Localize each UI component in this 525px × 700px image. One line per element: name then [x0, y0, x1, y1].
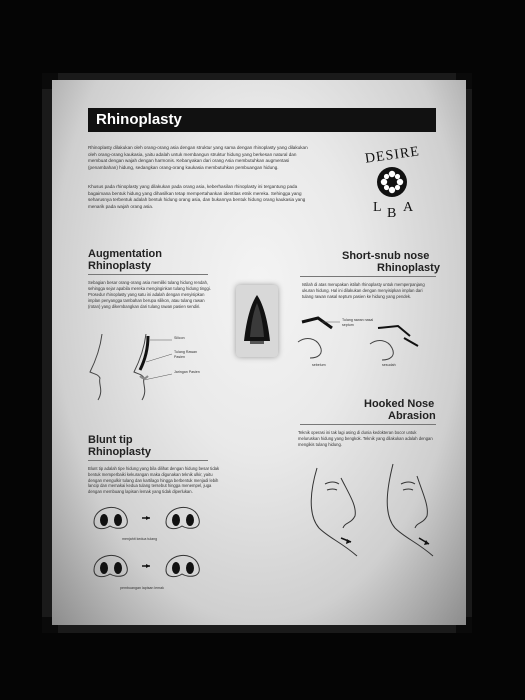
hooked-divider: [300, 424, 436, 425]
label-before: sebelum: [312, 363, 326, 367]
desire-lab-logo: [357, 138, 427, 221]
augmentation-text: Sebagian besar orang-orang asia memiliki tulang hidung rendah, sehingga sejar apabila mereka menginginkan tulang hidung tinggi. Prosedur rhinoplasty yang satu ini adalah dengan menyisipkan implan penyangga tambahan berupa silikon, atau tulang rawan (rotan) yang dikembangkan dari tulang rawan pasien sendiri.: [88, 280, 211, 309]
short-snub-divider: [300, 276, 436, 277]
label-tissue: Jaringan Pasien: [174, 370, 200, 374]
nose-implant-sample: [236, 285, 278, 357]
label-join-bones: menjahit kedua tulang: [122, 537, 158, 541]
augmentation-divider: [88, 274, 208, 275]
augmentation-title-line1: Augmentation: [88, 248, 162, 260]
augmentation-title-line2: Rhinoplasty: [88, 260, 151, 272]
hooked-text: Teknik operasi ini tak lagi asing di dunia kedokteran bocor untuk meluruskan hidung yang bengkok. Teknik yang dilakukan adalah dengan mengikis tulang hidung.: [298, 430, 433, 447]
label-after: sesudah: [382, 363, 396, 367]
logo-text-a: A: [403, 200, 415, 215]
blunt-title-line2: Rhinoplasty: [88, 446, 151, 458]
label-fat-removal: pembuangan lapisan lemak: [120, 586, 164, 590]
hooked-title-line2: Abrasion: [388, 410, 436, 422]
hooked-title-line1: Hooked Nose: [364, 398, 435, 410]
short-snub-title-line2: Rhinoplasty: [377, 262, 440, 274]
label-septum-implant: Tulang rawan nasal septum: [342, 318, 374, 327]
logo-text-b: B: [387, 206, 398, 221]
intro-paragraph-2: Khusus pada rhinoplasty yang dilakukan pada orang asia, keberhasilan rhinoplasty ini tergantung pada bagaimana bentuk hidung yang dihasilkan tetap mempertahankan identitas etnik mereka. Sehingga yang seharusnya terbentuk adalah bentuk hidung orang asia, dan bukannya bentuk hidung orang kaukasia yang menarik pada wajah orang asia.: [88, 184, 306, 209]
label-cartilage: Tulang Rawan Pasien: [174, 350, 198, 359]
blunt-text: Blunt tip adalah tipe hidung yang bila dilihat dengan hidung besar tidak bentuk memperbaiki kekurangan maka digunakan teknik ulkir, yaitu dengan mengulkir tulang dan kartilago hingga berbentuk menjadi lebih lancip dan memakai kedua tulang tersebut hingga menempel, juga dengan membuang lapisan lemak yang tidak diperlukan.: [88, 466, 220, 495]
logo-text-top: DESIRE: [364, 144, 421, 167]
blunt-divider: [88, 460, 208, 461]
short-snub-text: Istilah di atas merupakan istilah rhinoplasty untuk memperpanjang ukuran hidung. Hal ini dilakukan dengan menyisipkan implan dari tulang rawan nasal septum pasien ke hidung yang pendek.: [302, 282, 425, 299]
poster-panel: [52, 80, 466, 625]
implant-display-case: [236, 285, 278, 357]
blunt-tip-nostril-diagram: [92, 500, 212, 590]
short-snub-title-line1: Short-snub nose: [342, 250, 430, 262]
hooked-nose-faces: [297, 458, 447, 568]
label-silicon: Silicon: [174, 336, 185, 340]
logo-text-l: L: [373, 200, 383, 215]
intro-paragraph-1: Rhinoplasty dilakukan oleh orang-orang asia dengan struktur yang sama dengan rhinoplasty yang dilakukan oleh orang-orang kaukasia, yaitu adalah untuk membangun struktur hidung yang berkesan natural dan membuat dengan wajah dengan harmonis. Kebanyakan dari orang Asia membutuhkan augmentasi (penambahan) hidung, sedangkan orang-orang kaukasia membutuhkan pembuangan hidung.: [88, 145, 308, 170]
blunt-title-line1: Blunt tip: [88, 434, 133, 446]
poster-title: Rhinoplasty: [88, 108, 436, 132]
